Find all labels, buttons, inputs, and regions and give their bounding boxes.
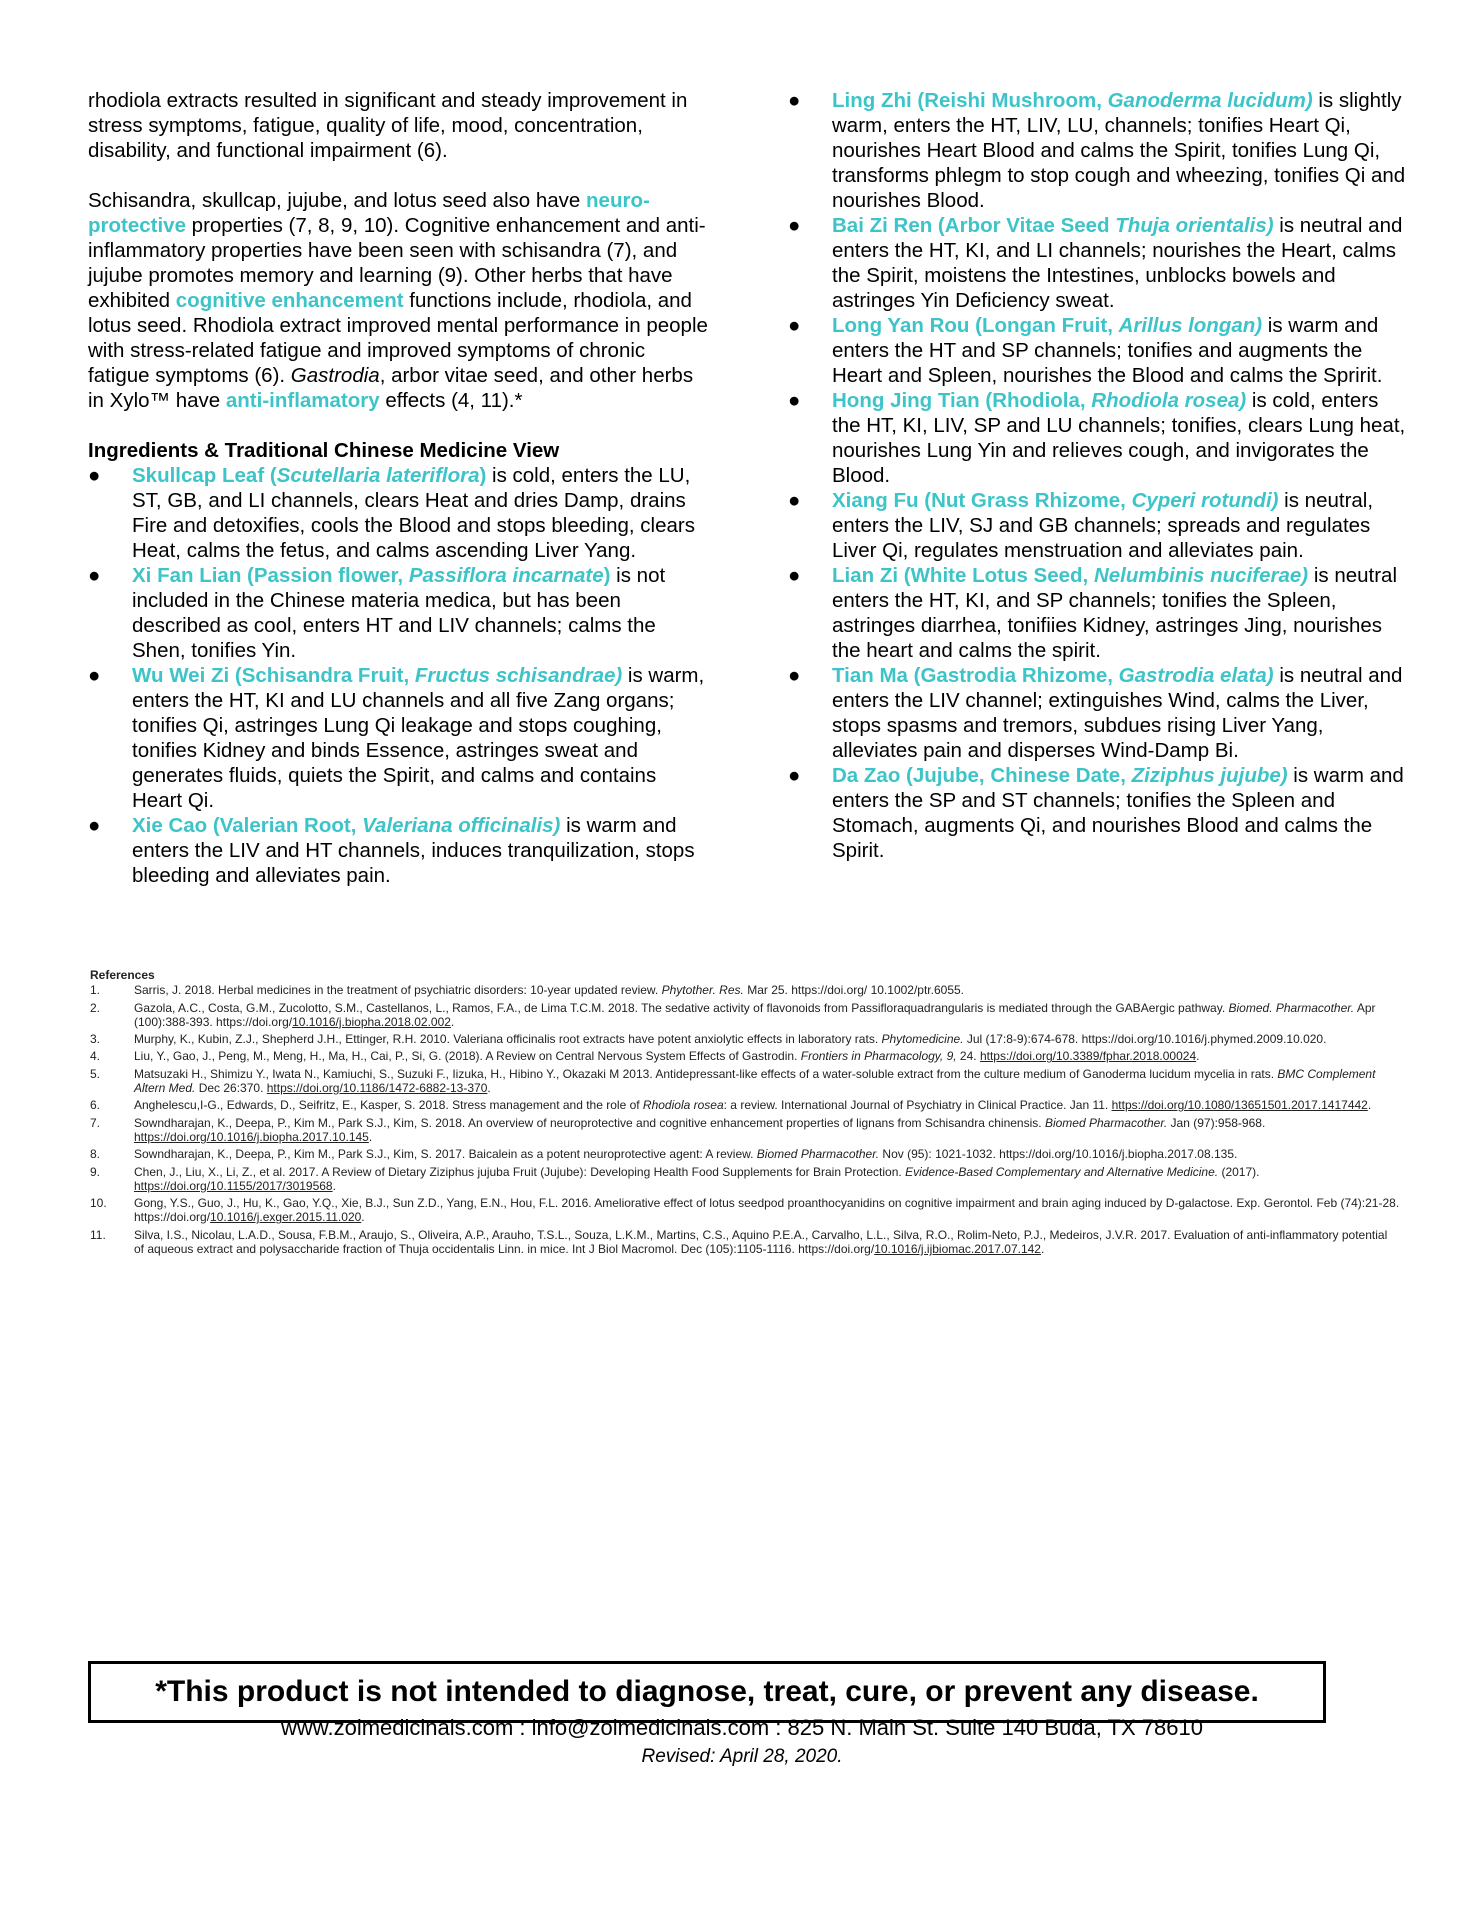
left-column — [88, 88, 708, 888]
bullet-icon: ● — [788, 389, 801, 412]
herb-list-right — [788, 88, 1408, 863]
properties-paragraph: Schisandra, skullcap, jujube, and lotus seed also have neuro-protective properties (7, 8, 9, 10). Cognitive enhancement and anti-inflammatory properties have been seen with schisandra (7), and jujube promotes memory and learning (9). Other herbs that have exhibited cognitive enhancement functions include, rhodiola, and lotus seed. Rhodiola extract improved mental performance in people with stress-related fatigue and improved symptoms of chronic fatigue symptoms (6). Gastrodia, arbor vitae seed, and other herbs in Xylo™ have anti-inflamatory effects (4, 11).* — [88, 189, 708, 412]
reference-link[interactable]: https://doi.org/10.1155/2017/3019568 — [134, 1178, 333, 1193]
reference-item: 10. Gong, Y.S., Guo, J., Hu, K., Gao, Y.Q., Xie, B.J., Sun Z.D., Yang, E.N., Hou, F.L. 2016. Ameliorative effect of lotus seedpod proanthocyanidins on cognitive impairment and brain aging induced by D-galactose. Exp. Gerontol. Feb (74):21-28. https://doi.org/10.1016/j.exger.2015.11.020. — [90, 1196, 1400, 1225]
right-column — [788, 88, 1408, 863]
reference-item: 1. Sarris, J. 2018. Herbal medicines in the treatment of psychiatric disorders: 10-year updated review. Phytother. Res. Mar 25. https://doi.org/ 10.1002/ptr.6055. — [90, 983, 965, 998]
reference-link[interactable]: https://doi.org/10.3389/fphar.2018.00024 — [979, 1049, 1197, 1064]
reference-link[interactable]: 10.1016/j.biopha.2018.02.002 — [292, 1014, 451, 1029]
bullet-icon: ● — [88, 464, 101, 487]
bullet-icon: ● — [788, 489, 801, 512]
reference-link[interactable]: 10.1016/j.ijbiomac.2017.07.142 — [874, 1242, 1041, 1257]
herb-item: ● Lian Zi (White Lotus Seed, Nelumbinis nuciferae) is neutral enters the HT, KI, and SP channels; tonifies the Spleen, astringes diarrhea, tonifiies Kidney, astringes Jing, nourishes the heart and calms the spirit. — [788, 564, 1398, 662]
reference-link[interactable]: https://doi.org/10.1016/j.biopha.2017.10.145 — [134, 1129, 369, 1144]
herb-item: ● Xie Cao (Valerian Root, Valeriana officinalis) is warm and enters the LIV and HT channels, induces tranquilization, stops bleeding and alleviates pain. — [88, 814, 695, 887]
herb-list-left — [88, 463, 708, 888]
bullet-icon: ● — [88, 664, 101, 687]
bullet-icon: ● — [788, 564, 801, 587]
bullet-icon: ● — [788, 314, 801, 337]
ingredients-heading: Ingredients & Traditional Chinese Medicine View — [88, 439, 560, 462]
herb-item: ● Da Zao (Jujube, Chinese Date, Ziziphus jujube) is warm and enters the SP and ST channels; tonifies the Spleen and Stomach, augments Qi, and nourishes Blood and calms the Spirit. — [788, 764, 1404, 862]
reference-link[interactable]: https://doi.org/10.1186/1472-6882-13-370 — [266, 1081, 488, 1096]
herb-item: ● Skullcap Leaf (Scutellaria lateriflora) is cold, enters the LU, ST, GB, and LI channels, clears Heat and dries Damp, drains Fire and detoxifies, cools the Blood and stops bleeding, clears Heat, calms the fetus, and calms ascending Liver Yang. — [88, 464, 695, 562]
herb-item: ● Ling Zhi (Reishi Mushroom, Ganoderma lucidum) is slightly warm, enters the HT, LIV, LU, channels; tonifies Heart Qi, nourishes Heart Blood and calms the Spirit, tonifies Lung Qi, transforms phlegm to stop cough and wheezing, tonifies Qi and nourishes Blood. — [788, 89, 1406, 212]
intro-paragraph: rhodiola extracts resulted in significant and steady improvement in stress symptoms, fatigue, quality of life, mood, concentration, disability, and functional impairment (6). — [88, 89, 688, 162]
bullet-icon: ● — [88, 564, 101, 587]
cognitive-highlight: cognitive enhancement — [175, 289, 404, 312]
reference-item: 11. Silva, I.S., Nicolau, L.A.D., Sousa, F.B.M., Araujo, S., Oliveira, A.P., Arauho, T.S.L., Souza, L.K.M., Martins, C.S., Aquino P.E.A., Carvalho, L.L., Silva, R.O., Rolim-Neto, P.J., Medeiros, J.V.R. 2017. Evaluation of anti-inflammatory potential of aqueous extract and polysaccharide fraction of Thuja occidentalis Linn. in mice. Int J Biol Macromol. Dec (105):1105-1116. https://doi.org/10.1016/j.ijbiomac.2017.07.142. — [90, 1227, 1388, 1257]
disclaimer-box — [88, 1661, 1326, 1723]
reference-item: 5. Matsuzaki H., Shimizu Y., Iwata N., Kamiuchi, S., Suzuki F., Iizuka, H., Hibino Y., Okazaki M 2013. Antidepressant-like effects of a water-soluble extract from the culture medium of Ganoderma lucidum mycelia in rats. BMC Complement Altern Med. Dec 26:370. https://doi.org/10.1186/1472-6882-13-370. — [90, 1066, 1376, 1096]
reference-link[interactable]: 10.1016/j.exger.2015.11.020 — [210, 1210, 362, 1225]
reference-item: 4. Liu, Y., Gao, J., Peng, M., Meng, H., Ma, H., Cai, P., Si, G. (2018). A Review on Central Nervous System Effects of Gastrodin. Frontiers in Pharmacology, 9, 24. https://doi.org/10.3389/fphar.2018.00024. — [90, 1049, 1200, 1064]
herb-item: ● Xiang Fu (Nut Grass Rhizome, Cyperi rotundi) is neutral, enters the LIV, SJ and GB channels; spreads and regulates Liver Qi, regulates menstruation and alleviates pain. — [788, 489, 1374, 562]
anti-inflammatory-highlight: anti-inflamatory — [225, 389, 380, 412]
neuroprotective-highlight: neuro-protective — [88, 189, 650, 237]
bullet-icon: ● — [788, 89, 801, 112]
reference-list — [90, 983, 1400, 1256]
herb-item: ● Xi Fan Lian (Passion flower, Passiflora incarnate) is not included in the Chinese materia medica, but has been described as cool, enters HT and LIV channels; calms the Shen, tonifies Yin. — [88, 564, 666, 662]
bullet-icon: ● — [788, 664, 801, 687]
reference-item: 9. Chen, J., Liu, X., Li, Z., et al. 2017. A Review of Dietary Ziziphus jujuba Fruit (Jujube): Developing Health Food Supplements for Brain Protection. Evidence-Based Complementary and Alternative Medicine. (2017). https://doi.org/10.1155/2017/3019568. — [90, 1164, 1260, 1193]
footer-contact: www.zoimedicinals.com : info@zoimedicinals.com : 825 N. Main St. Suite 140 Buda, TX 78610 — [281, 1715, 1203, 1740]
reference-item: 6. Anghelescu,I-G., Edwards, D., Seifritz, E., Kasper, S. 2018. Stress management and the role of Rhodiola rosea: a review. International Journal of Psychiatry in Clinical Practice. Jan 11. https://doi.org/10.1080/13651501.2017.1417442. — [90, 1098, 1372, 1113]
reference-link[interactable]: https://doi.org/10.1080/13651501.2017.1417442 — [1111, 1098, 1368, 1113]
bullet-icon: ● — [788, 764, 801, 787]
herb-item: ● Hong Jing Tian (Rhodiola, Rhodiola rosea) is cold, enters the HT, KI, LIV, SP and LU channels; tonifies, clears Lung heat, nourishes Lung Yin and relieves cough, and invigorates the Blood. — [788, 389, 1406, 487]
references-title: References — [90, 968, 155, 982]
bullet-icon: ● — [788, 214, 801, 237]
bullet-icon: ● — [88, 814, 101, 837]
herb-item: ● Tian Ma (Gastrodia Rhizome, Gastrodia elata) is neutral and enters the LIV channel; extinguishes Wind, calms the Liver, stops spasms and tremors, subdues rising Liver Yang, alleviates pain and disperses Wind-Damp Bi. — [788, 664, 1403, 762]
reference-item: 7. Sowndharajan, K., Deepa, P., Kim M., Park S.J., Kim, S. 2018. An overview of neuroprotective and cognitive enhancement properties of lignans from Schisandra chinensis. Biomed Pharmacother. Jan (97):958-968. https://doi.org/10.1016/j.biopha.2017.10.145. — [90, 1115, 1266, 1144]
herb-item: ● Long Yan Rou (Longan Fruit, Arillus longan) is warm and enters the HT and SP channels; tonifies and augments the Heart and Spleen, nourishes the Blood and calms the Spririt. — [788, 314, 1383, 387]
references-section — [90, 968, 1400, 1259]
reference-item: 2. Gazola, A.C., Costa, G.M., Zucolotto, S.M., Castellanos, L., Ramos, F.A., de Lima T.C.M. 2018. The sedative activity of flavonoids from Passifloraquadrangularis is mediated through the GABAergic pathway. Biomed. Pharmacother. Apr (100):388-393. https://doi.org/10.1016/j.biopha.2018.02.002. — [90, 1000, 1376, 1029]
reference-item: 8. Sowndharajan, K., Deepa, P., Kim M., Park S.J., Kim, S. 2017. Baicalein as a potent neuroprotective agent: A review. Biomed Pharmacother. Nov (95): 1021-1032. https://doi.org/10.1016/j.biopha.2017.08.135. — [90, 1147, 1238, 1162]
disclaimer-text: *This product is not intended to diagnose, treat, cure, or prevent any disease. — [155, 1675, 1259, 1708]
reference-item: 3. Murphy, K., Kubin, Z.J., Shepherd J.H., Ettinger, R.H. 2010. Valeriana officinalis root extracts have potent anxiolytic effects in laboratory rats. Phytomedicine. Jul (17:8-9):674-678. https://doi.org/10.1016/j.phymed.2009.10.020. — [90, 1032, 1327, 1047]
herb-item: ● Bai Zi Ren (Arbor Vitae Seed Thuja orientalis) is neutral and enters the HT, KI, and LI channels; nourishes the Heart, calms the Spirit, moistens the Intestines, unblocks bowels and astringes Yin Deficiency sweat. — [788, 214, 1403, 312]
revised-date: Revised: April 28, 2020. — [641, 1746, 843, 1767]
herb-item: ● Wu Wei Zi (Schisandra Fruit, Fructus schisandrae) is warm, enters the HT, KI and LU channels and all five Zang organs; tonifies Qi, astringes Lung Qi leakage and stops coughing, tonifies Kidney and binds Essence, astringes sweat and generates fluids, quiets the Spirit, and calms and contains Heart Qi. — [88, 664, 705, 812]
